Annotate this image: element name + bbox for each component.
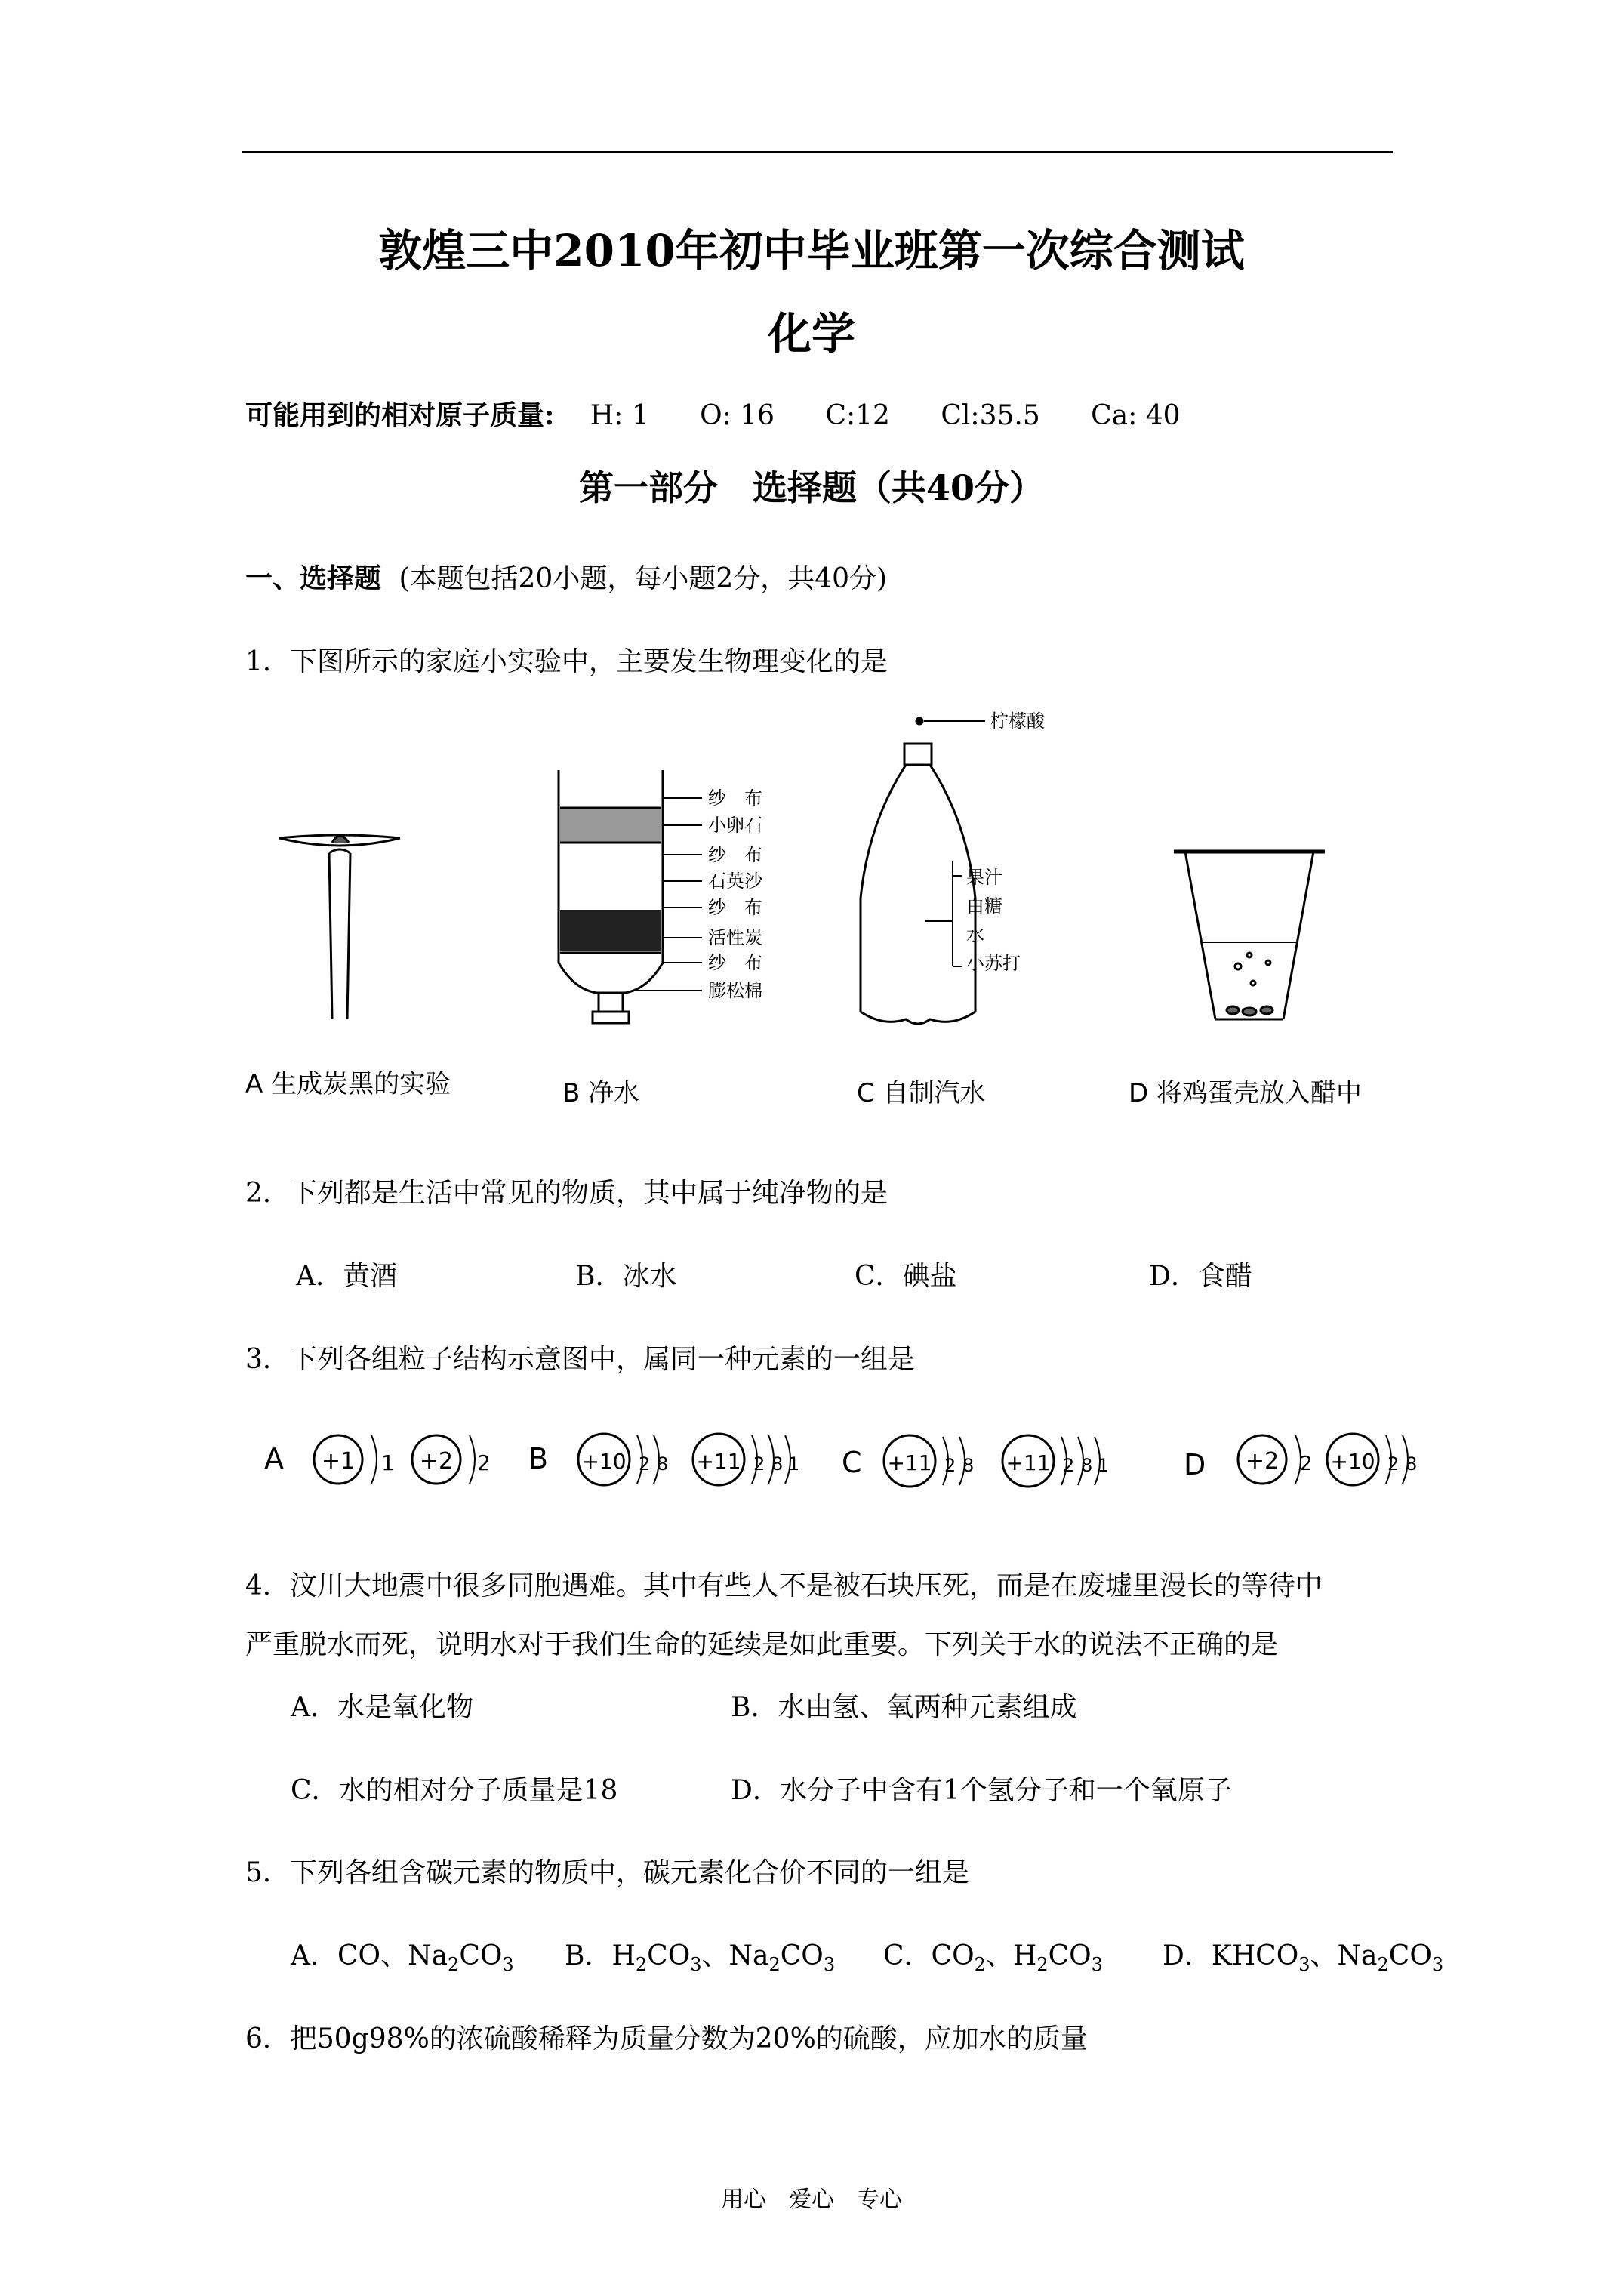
nucleus-charge: +10 (581, 1449, 627, 1474)
atomic-mass-h: H: 1 (590, 400, 649, 431)
filter-label-1: 纱 布 (708, 787, 762, 809)
atomic-mass-ca: Ca: 40 (1091, 400, 1181, 431)
filter-label-5: 纱 布 (708, 897, 762, 918)
shell-electrons: 1 (788, 1453, 800, 1475)
subject-title: 化学 (767, 308, 855, 359)
q4-option-b: B．水由氢、氧两种元素组成 (731, 1692, 1077, 1723)
q3-stem: 3．下列各组粒子结构示意图中，属同一种元素的一组是 (245, 1344, 915, 1375)
q5-option-b: B．$H_2CO_3$、$Na_2CO_3$ (565, 1940, 836, 1975)
shell-electrons: 2 (477, 1450, 491, 1475)
water-filter-figure (559, 770, 702, 1023)
q2-option-b: B．冰水 (575, 1261, 677, 1292)
q1-caption-a: A 生成炭黑的实验 (245, 1069, 451, 1099)
q4-option-d: D．水分子中含有1个氢分子和一个氧原子 (731, 1775, 1232, 1806)
bottle-content-2: 白糖 (966, 895, 1002, 917)
q5-stem: 5．下列各组含碳元素的物质中，碳元素化合价不同的一组是 (245, 1857, 969, 1888)
soda-bottle-labels (966, 710, 1046, 974)
nucleus-charge: +2 (1245, 1448, 1280, 1475)
shell-electrons: 8 (962, 1455, 975, 1476)
filter-label-7: 纱 布 (708, 952, 762, 973)
shell-electrons: 2 (753, 1453, 765, 1475)
bottle-top-label: 柠檬酸 (990, 710, 1045, 732)
q5-option-c: C．$CO_2$、$H_2CO_3$ (883, 1940, 1103, 1975)
q2-option-a: A．黄酒 (296, 1261, 397, 1292)
atom-diagram (884, 1435, 974, 1487)
q4-option-a: A．水是氧化物 (291, 1692, 473, 1723)
shell-electrons: 8 (1406, 1453, 1418, 1475)
bottle-content-1: 果汁 (966, 867, 1002, 888)
q3-group-a-label: A (264, 1442, 284, 1475)
nucleus-charge: +11 (696, 1449, 741, 1474)
nucleus-charge: +11 (1006, 1450, 1051, 1475)
shell-electrons: 2 (1387, 1453, 1400, 1475)
shell-electrons: 2 (944, 1455, 956, 1476)
filter-label-6: 活性炭 (708, 927, 762, 948)
part1-heading: 第一部分 选择题（共40分） (578, 467, 1044, 508)
atom-diagram (1327, 1434, 1417, 1485)
q1-caption-c: C 自制汽水 (857, 1078, 986, 1108)
nucleus-charge: +11 (887, 1450, 932, 1475)
water-filter-labels (708, 787, 763, 1001)
q3-group-c-label: C (842, 1446, 862, 1479)
q3-group-d-label: D (1184, 1448, 1206, 1481)
q6-stem: 6．把50g98%的浓硫酸稀释为质量分数为20%的硫酸，应加水的质量 (245, 2023, 1088, 2054)
shell-electrons: 8 (771, 1453, 784, 1475)
atomic-mass-line (245, 394, 1181, 433)
q1-caption-b: B 净水 (562, 1078, 640, 1108)
atom-diagram (412, 1435, 491, 1484)
q1-caption-d: D 将鸡蛋壳放入醋中 (1129, 1078, 1362, 1108)
bottle-content-4: 小苏打 (966, 953, 1021, 974)
q5-option-d: D．$KHCO_3$、$Na_2CO_3$ (1163, 1940, 1444, 1975)
filter-label-8: 膨松棉 (708, 980, 762, 1001)
atom-diagram (1238, 1435, 1313, 1484)
nucleus-charge: +2 (419, 1448, 454, 1475)
atomic-mass-label: 可能用到的相对原子质量: (245, 399, 555, 431)
section-note: (本题包括20小题，每小题2分，共40分) (399, 563, 888, 594)
atom-diagram (578, 1434, 668, 1485)
q2-stem: 2．下列都是生活中常见的物质，其中属于纯净物的是 (245, 1178, 888, 1209)
section-heading (245, 557, 887, 596)
filter-label-4: 石英沙 (708, 871, 762, 892)
atom-diagram (693, 1434, 799, 1485)
atomic-mass-c: C:12 (825, 400, 890, 431)
nucleus-charge: +10 (1330, 1449, 1375, 1474)
candle-plate-figure (279, 835, 400, 1019)
shell-electrons: 1 (1098, 1455, 1110, 1476)
beaker-eggshell-figure (1174, 852, 1325, 1019)
q2-option-c: C．碘盐 (855, 1261, 957, 1292)
q1-figures (0, 702, 1623, 1034)
q3-atom-diagrams (0, 1401, 1623, 1514)
bottle-content-3: 水 (966, 924, 984, 945)
shell-electrons: 8 (657, 1453, 669, 1475)
q1-stem: 1．下图所示的家庭小实验中，主要发生物理变化的是 (245, 646, 888, 677)
shell-electrons: 2 (639, 1453, 651, 1475)
q4-stem-line1: 4．汶川大地震中很多同胞遇难。其中有些人不是被石块压死，而是在废墟里漫长的等待中 (245, 1570, 1323, 1601)
atom-diagram (314, 1435, 395, 1484)
atomic-mass-cl: Cl:35.5 (941, 400, 1040, 431)
shell-electrons: 2 (1300, 1453, 1313, 1475)
q3-group-b-label: B (528, 1442, 549, 1475)
filter-label-3: 纱 布 (708, 844, 762, 865)
top-rule (242, 151, 1393, 153)
q4-option-c: C．水的相对分子质量是18 (291, 1775, 618, 1806)
q5-option-a: A．CO、$Na_2CO_3$ (291, 1940, 514, 1975)
exam-title: 敦煌三中2010年初中毕业班第一次综合测试 (378, 225, 1245, 276)
nucleus-charge: +1 (321, 1448, 356, 1475)
shell-electrons: 2 (1063, 1455, 1075, 1476)
page-footer: 用心 爱心 专心 (721, 2187, 902, 2213)
q4-stem-line2: 严重脱水而死，说明水对于我们生命的延续是如此重要。下列关于水的说法不正确的是 (245, 1629, 1279, 1660)
q2-option-d: D．食醋 (1149, 1261, 1252, 1292)
filter-label-2: 小卵石 (708, 815, 762, 836)
atom-diagram (1002, 1435, 1109, 1487)
shell-electrons: 8 (1081, 1455, 1093, 1476)
section-label: 一、选择题 (245, 562, 382, 594)
atomic-mass-o: O: 16 (700, 400, 775, 431)
shell-electrons: 1 (381, 1450, 395, 1475)
